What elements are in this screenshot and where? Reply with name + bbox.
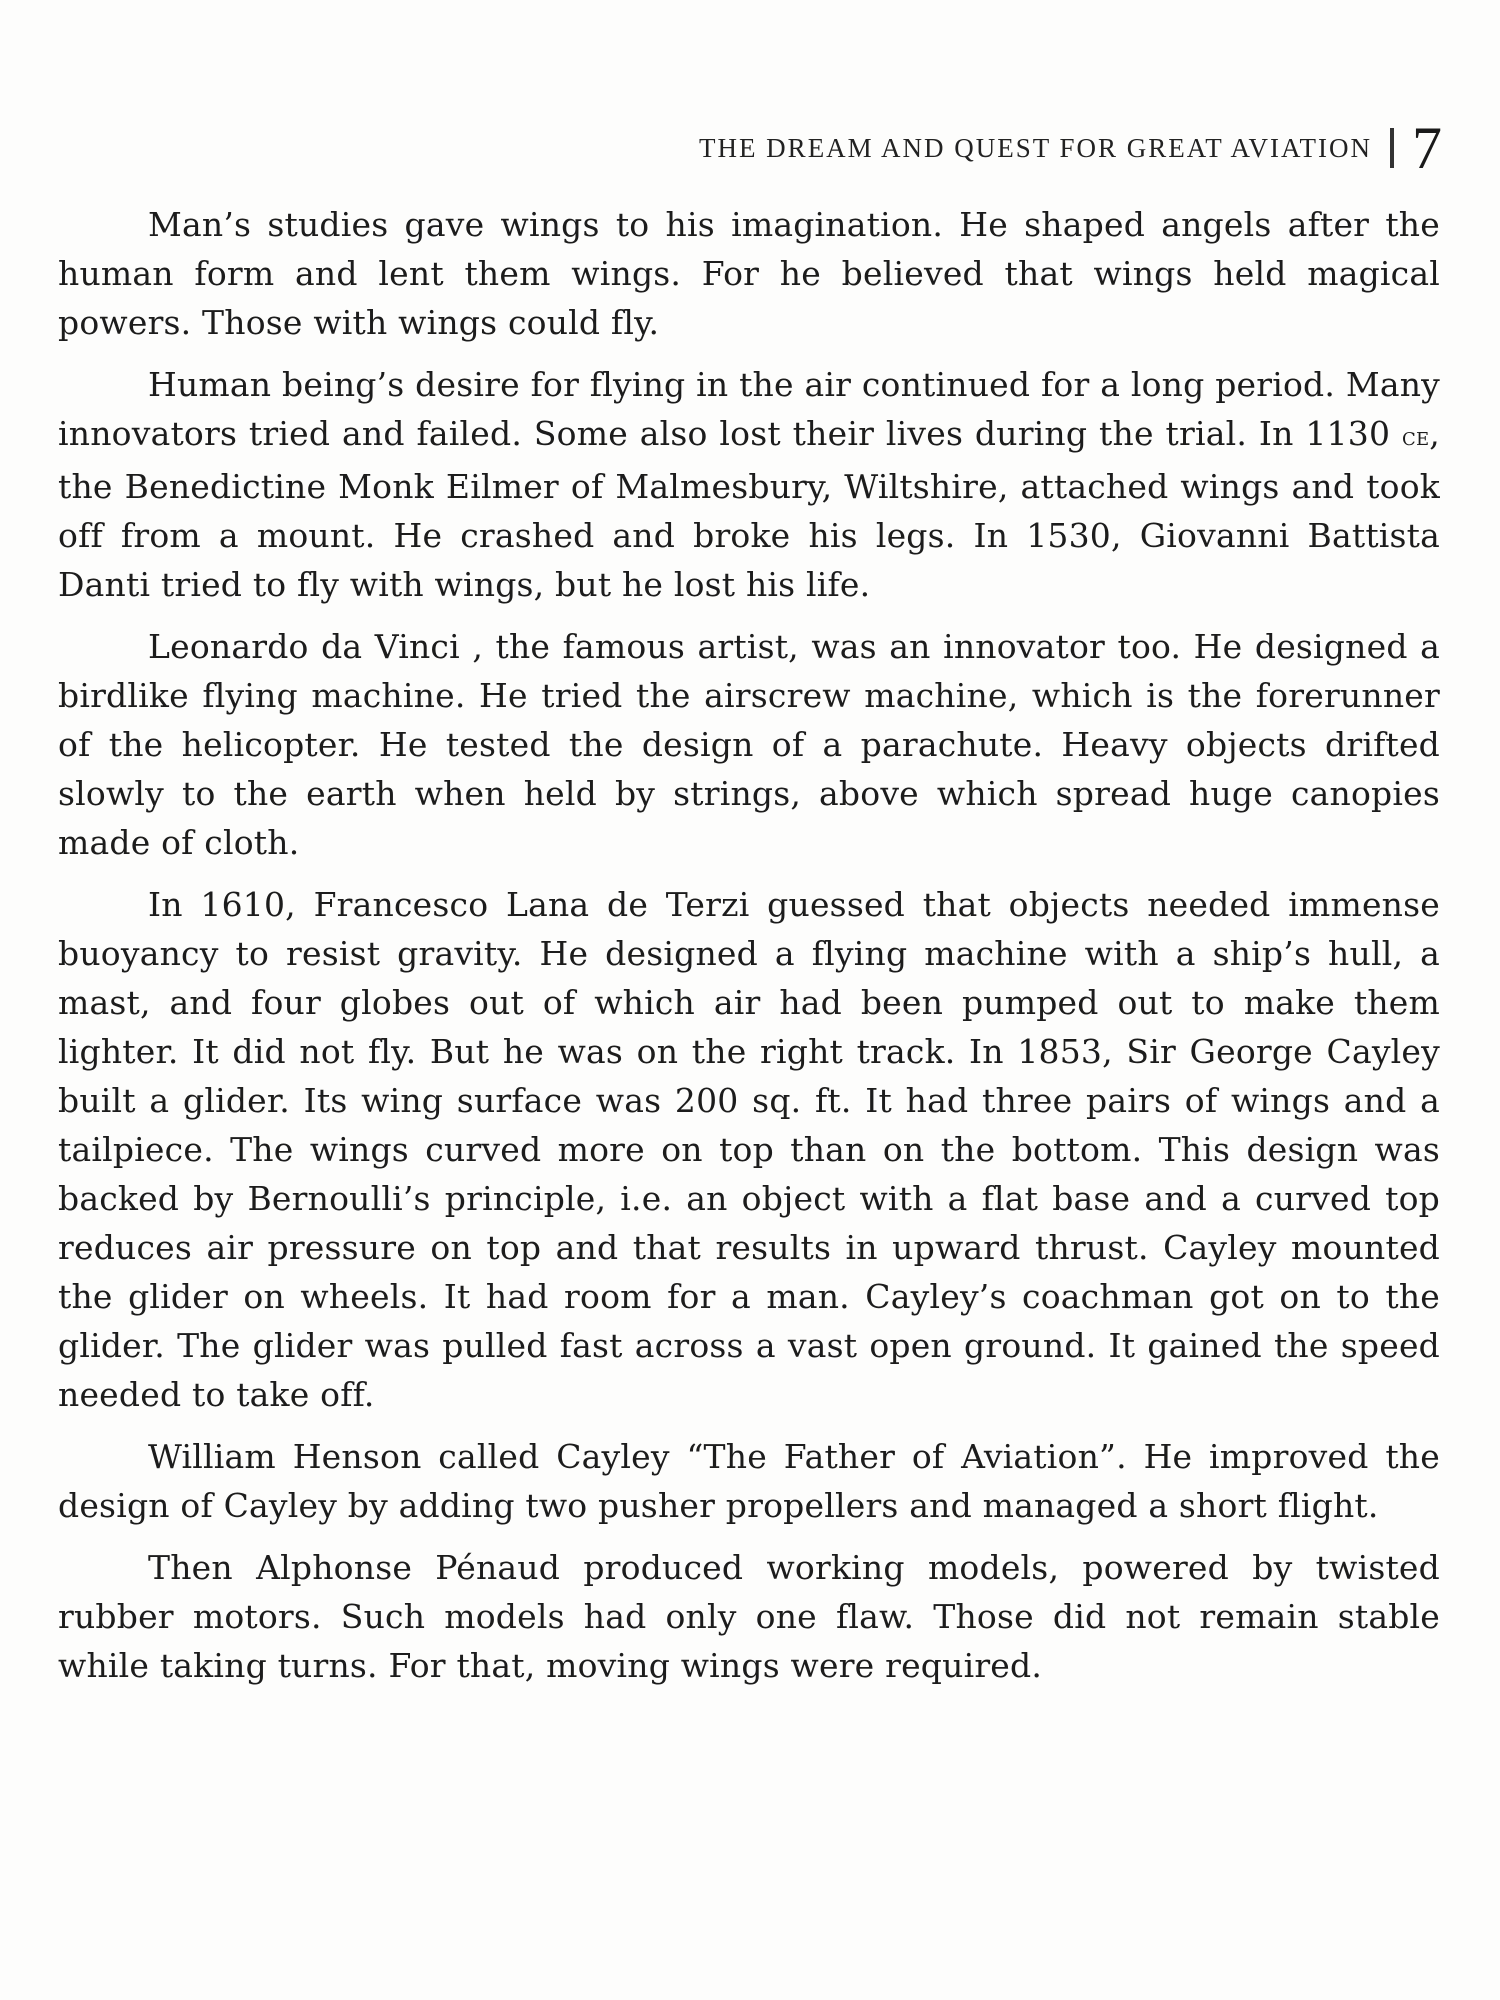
paragraph-4: In 1610, Francesco Lana de Terzi guessed that objects needed immense buoyancy to resist gravity. He designed a flying machine with a ship’s hull, a mast, and four globes out of which air had been pumped out to make them lighter. It did not fly. But he was on the right track. In 1853, Sir George Cayley built a glider. Its wing surface was 200 sq. ft. It had three pairs of wings and a tailpiece. The wings curved more on top than on the bottom. This design was backed by Bernoulli’s principle, i.e. an object with a flat base and a curved top reduces air pressure on top and that results in upward thrust. Cayley mounted the glider on wheels. It had room for a man. Cayley’s coachman got on to the glider. The glider was pulled fast across a vast open ground. It gained the speed needed to take off. xyxy=(58,885,1440,1414)
paragraph-2: Human being’s desire for flying in the air continued for a long period. Many innovators tried and failed. Some also lost their lives during the trial. In 1130 ce, the Benedictine Monk Eilmer of Malmesbury, Wiltshire, attached wings and took off from a mount. He crashed and broke his legs. In 1530, Giovanni Battista Danti tried to fly with wings, but he lost his life. xyxy=(58,365,1440,604)
running-head xyxy=(698,115,1442,181)
header-divider xyxy=(1390,128,1394,168)
paragraph-3: Leonardo da Vinci , the famous artist, was an innovator too. He designed a birdlike flying machine. He tried the airscrew machine, which is the forerunner of the helicopter. He tested the design of a parachute. Heavy objects drifted slowly to the earth when held by strings, above which spread huge canopies made of cloth. xyxy=(58,627,1440,862)
page-number: 7 xyxy=(1412,115,1442,181)
paragraph-6: Then Alphonse Pénaud produced working models, powered by twisted rubber motors. Such models had only one flaw. Those did not remain stable while taking turns. For that, moving wings were required. xyxy=(58,1548,1440,1685)
paragraph-1: Man’s studies gave wings to his imagination. He shaped angels after the human form and lent them wings. For he believed that wings held magical powers. Those with wings could fly. xyxy=(58,205,1440,342)
body-text xyxy=(58,200,1440,1703)
running-title: THE DREAM AND QUEST FOR GREAT AVIATION xyxy=(698,132,1372,163)
paragraph-5: William Henson called Cayley “The Father of Aviation”. He improved the design of Cayley by adding two pusher propellers and managed a short flight. xyxy=(58,1437,1440,1525)
